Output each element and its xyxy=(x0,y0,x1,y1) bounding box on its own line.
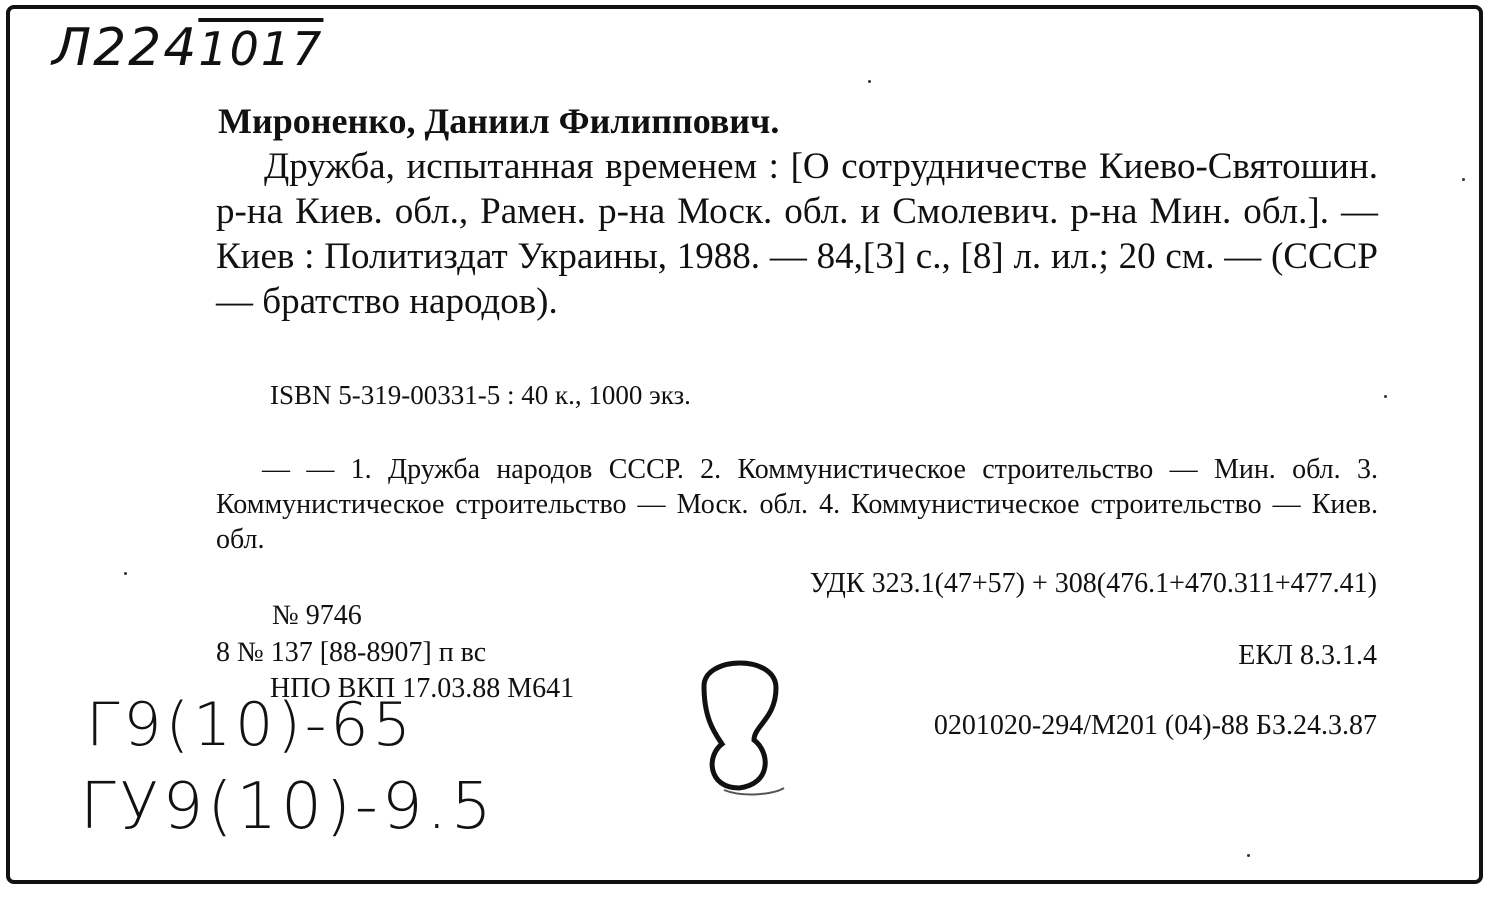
bbk-code: 0201020-294/М201 (04)-88 БЗ.24.3.87 xyxy=(933,710,1377,741)
isbn-line: ISBN 5-319-00331-5 : 40 к., 1000 экз. xyxy=(270,380,691,410)
speck xyxy=(1247,854,1250,857)
call-number-main: Л224 xyxy=(52,18,199,78)
card-number: № 9746 xyxy=(272,600,362,631)
handwritten-call-number xyxy=(52,18,323,78)
author-heading: Мироненко, Даниил Филиппович. xyxy=(218,101,780,141)
order-number: 8 № 137 [88-8907] п вс xyxy=(216,637,487,668)
bibliographic-description: Дружба, испытанная временем : [О сотрудничестве Киево-Святошин. р-на Киев. обл., Рамен. р-на Моск. обл. и Смолевич. р-на Мин. обл.]. — Киев : Политиздат Украины, 1988. — 84,[3] с., [8] л. ил.; 20 см. — (СССР — братство народов). xyxy=(216,146,1378,322)
call-number-over: 1017 xyxy=(198,22,324,76)
ekl-code: ЕКЛ 8.3.1.4 xyxy=(1238,640,1377,671)
library-stamp-icon xyxy=(684,648,794,798)
udk-code: УДК 323.1(47+57) + 308(476.1+470.311+477.41) xyxy=(809,568,1377,599)
speck xyxy=(1384,395,1387,398)
handwritten-shelf-code-1: Г9(10)-65 xyxy=(86,690,415,760)
npo-line: НПО ВКП 17.03.88 М641 xyxy=(270,673,575,704)
subject-headings: — — 1. Дружба народов СССР. 2. Коммунистическое строительство — Мин. обл. 3. Коммунистическое строительство — Моск. обл. 4. Коммунистическое строительство — Киев. обл. xyxy=(216,454,1378,555)
speck xyxy=(1462,178,1465,181)
speck xyxy=(868,80,871,83)
handwritten-shelf-code-2: ГУ9(10)-9.5 xyxy=(80,770,496,844)
speck xyxy=(124,572,127,575)
